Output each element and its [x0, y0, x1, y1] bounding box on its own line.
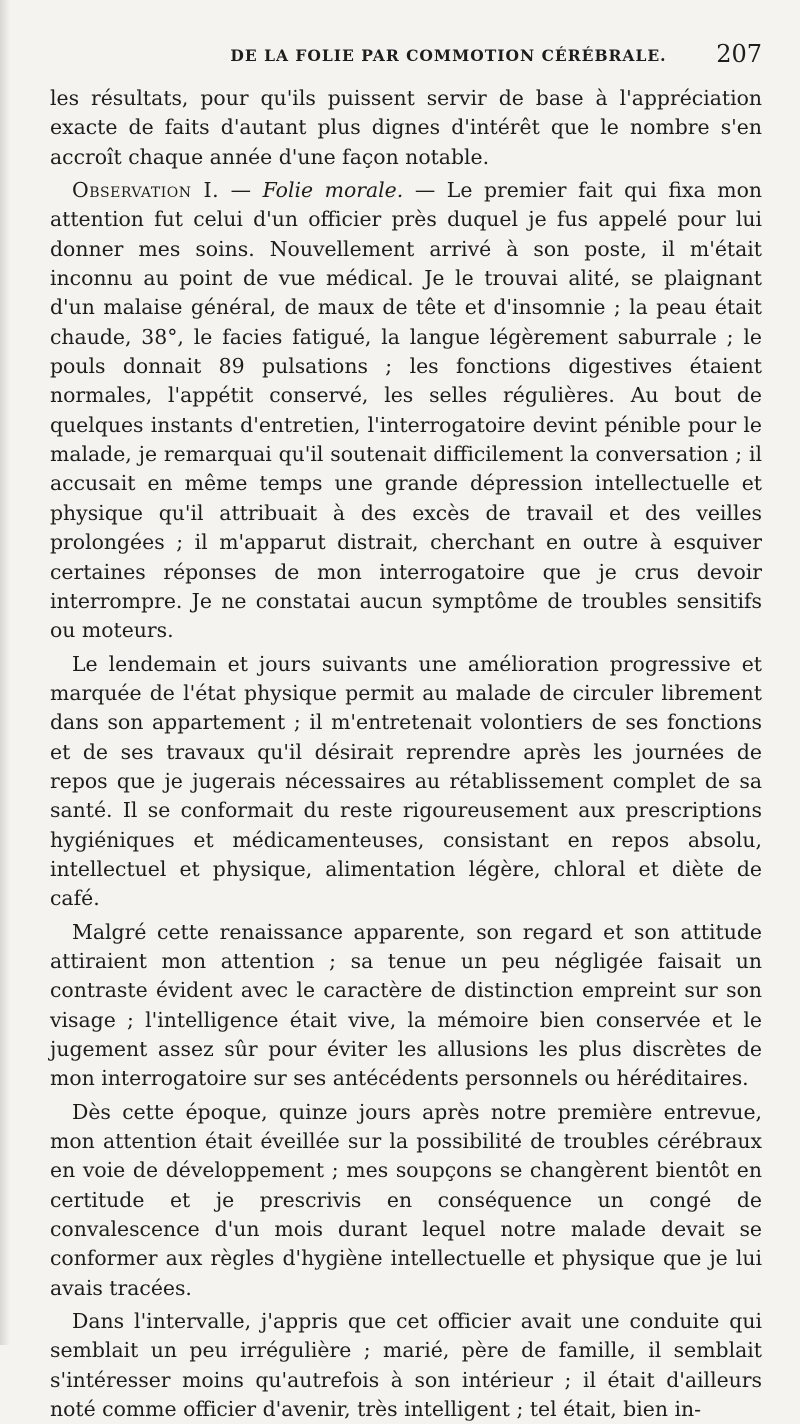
page-number: 207	[716, 40, 762, 68]
paragraph: Dans l'intervalle, j'appris que cet officier avait une conduite qui semblait un peu irrégulière ; marié, père de famille, il semblait s'intéresser moins qu'autrefois à son intérieur ; il était d'ailleurs noté comme officier d'avenir, très intelligent ; tel était, bien in-	[50, 1309, 762, 1422]
observation-title: Folie morale.	[262, 178, 404, 203]
running-head	[50, 40, 762, 76]
paragraph-continuation: les résultats, pour qu'ils puissent servir de base à l'appréciation exacte de faits d'autant plus dignes d'intérêt que le nombre s'en accroît chaque année d'une façon notable.	[50, 86, 762, 169]
paragraph-observation-1	[50, 176, 762, 646]
page-edge-shadow	[0, 0, 10, 1345]
observation-label: Observation I.	[72, 178, 220, 203]
paragraph: Malgré cette renaissance apparente, son regard et son attitude attiraient mon attention ; sa tenue un peu négligée faisait un contraste évident avec le caractère de distinction empreint sur son visage ; l'intelligence était vive, la mémoire bien conservée et le jugement assez sûr pour éviter les allusions les plus discrètes de mon interrogatoire sur ses antécédents personnels ou héréditaires.	[50, 919, 762, 1091]
running-title: DE LA FOLIE PAR COMMOTION CÉRÉBRALE.	[230, 46, 667, 65]
dash: —	[403, 178, 447, 203]
paragraph: Le lendemain et jours suivants une amélioration progressive et marquée de l'état physique permit au malade de circuler librement dans son appartement ; il m'entretenait volontiers de ses fonctions et de ses travaux qu'il désirait reprendre après les journées de repos que je jugerais nécessaires au rétablissement complet de sa santé. Il se conformait du reste rigoureusement aux prescriptions hygiéniques et médicamenteuses, consistant en repos absolu, intellectuel et physique, alimentation légère, chloral et diète de café.	[50, 651, 762, 911]
body-text	[50, 84, 762, 1424]
paragraph: Dès cette époque, quinze jours après notre première entrevue, mon attention était éveillée sur la possibilité de troubles cérébraux en voie de développement ; mes soupçons se changèrent bientôt en certitude et je prescrivis en conséquence un congé de convalescence d'un mois durant lequel notre malade devait se conformer aux règles d'hygiène intellectuelle et physique que je lui avais tracées.	[50, 1099, 762, 1300]
observation-text: Le premier fait qui fixa mon attention fut celui d'un officier près duquel je fus appelé pour lui donner mes soins. Nouvellement arrivé à son poste, il m'était inconnu au point de vue médical. Je le trouvai alité, se plaignant d'un malaise général, de maux de tête et d'insomnie ; la peau était chaude, 38°, le facies fatigué, la langue légèrement saburrale ; le pouls donnait 89 pulsations ; les fonctions digestives étaient normales, l'appétit conservé, les selles régulières. Au bout de quelques instants d'entretien, l'interrogatoire devint pénible pour le malade, je remarquai qu'il soutenait difficilement la conversation ; il accusait en même temps une grande dépression intellectuelle et physique qu'il attribuait à des excès de travail et des veilles prolongées ; il m'apparut distrait, cherchant en outre à esquiver certaines réponses de mon interrogatoire que je crus devoir interrompre. Je ne constatai aucun symptôme de troubles sensitifs ou moteurs.	[50, 178, 762, 643]
dash: —	[219, 178, 263, 203]
